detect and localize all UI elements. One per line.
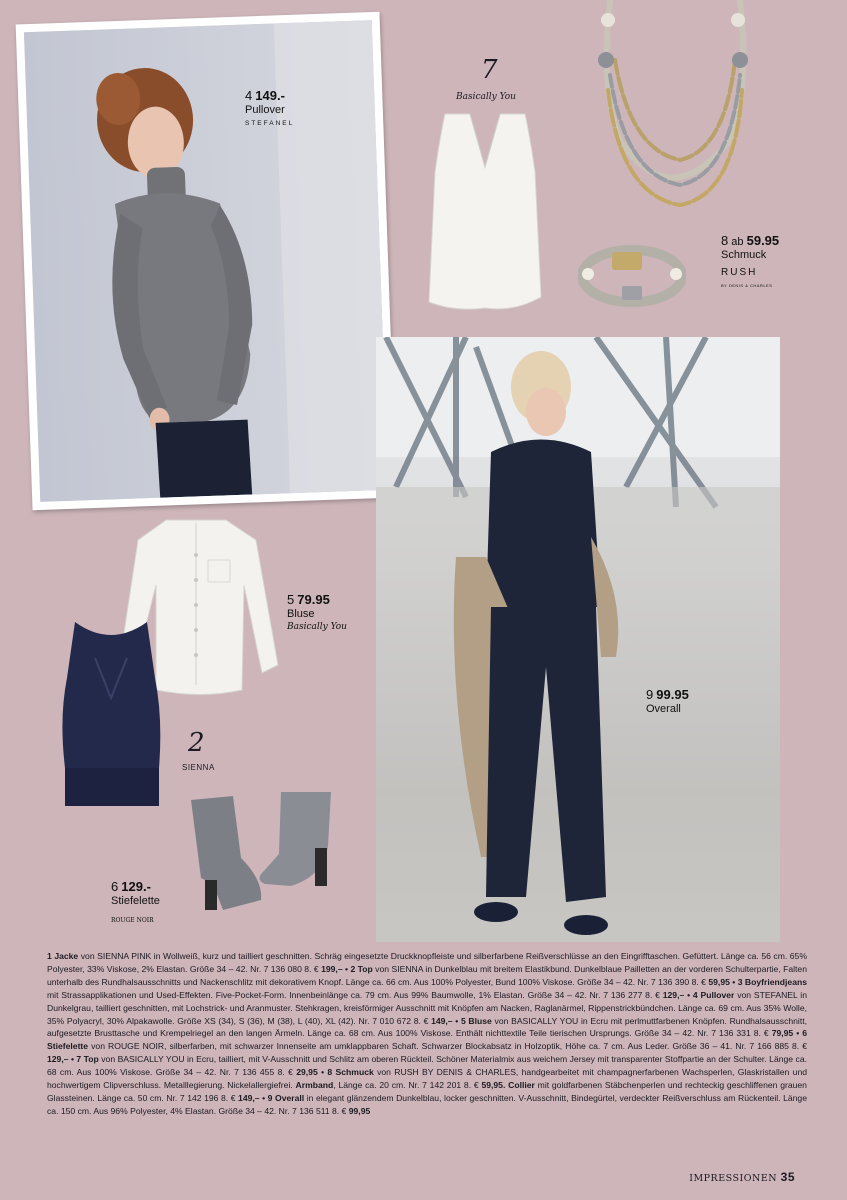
stiefelette-price: 129.- — [121, 879, 151, 894]
bluse-number: 5 — [287, 592, 295, 607]
description-segment: 99,95 — [348, 1105, 371, 1116]
top-white-image — [425, 112, 545, 317]
bluse-brand: Basically You — [287, 622, 347, 632]
overall-number: 9 — [646, 687, 654, 702]
page-footer — [689, 1170, 795, 1184]
pullover-photo — [24, 20, 388, 502]
description-segment: 29,95 • 8 Schmuck von RUSH BY DENIS & CHARLES, handgearbeitet mit champagnerfarbenen Wachsperlen, Glaskristallen und hochwertigem Clipverschluss. Metalllegierung. Nickelallergiefrei. — [47, 1067, 808, 1091]
schmuck-price-tag — [721, 234, 779, 292]
description-segment: 199,– • 2 Top von SIENNA in Dunkelblau mit breitem Elastikbund. Dunkelblaue Pailletten an der vorderen Schulterpartie, Falten unterhalb des Rundhalsausschnitts und Nackenschlitz mit dekorativem Knopf. Länge ca. 66 cm. Aus 100% Polyester, Bund 100% Viskose. Größe 34 – 42. Nr. 7 136 390 8. € — [47, 963, 807, 987]
overall-price-tag — [646, 688, 689, 716]
top-number: 7 — [481, 55, 498, 85]
description-segment: 129,– • 4 Pullover von STEFANEL in Dunkelgrau, tailliert geschnitten, mit Lochstrick- und Aranmuster. Stehkragen, kreisförmiger Ausschnitt mit Knöpfen am Nacken, Raglanärmel, Rippenstrickbündchen. Länge ca. 69 cm. Aus 35% Wolle, 35% Polyacryl, 30% Alpakawolle. Größe XS (34), S (36), M (38), L (40), XL (42). Nr. 7 010 672 8. € — [47, 989, 807, 1026]
overall-price: 99.95 — [656, 687, 689, 702]
schmuck-prefix: ab — [731, 236, 744, 248]
navy-top-image — [55, 618, 167, 810]
pullover-label: Pullover — [245, 104, 285, 116]
schmuck-brand-sub: BY DENIS & CHARLES — [721, 283, 773, 288]
description-segment: 1 Jacke von SIENNA PINK in Wollweiß, kurz und tailliert geschnitten. Schräg eingesetzte Druckknopfleiste und silberfarbene Reißverschlüsse an den Eingrifftaschen. Gefüttert. Länge ca. 56 cm. 65% Polyester, 33% Viskose, 2% Elastan. Größe 34 – 42. Nr. 7 136 080 8. € — [47, 951, 807, 974]
description-segment: 129,– • 7 Top von BASICALLY YOU in Ecru, tailliert, mit V-Ausschnitt und Schlitz am oberen Rückteil. Schöner Materialmix aus weichem Jersey mit transparenter Stoffpartie an der Schulter. Länge ca. 68 cm. Aus 100% Viskose. Größe 34 – 42. Nr. 7 136 455 8. € — [47, 1054, 807, 1078]
description-segment: 79,95 • 6 Stiefelette von ROUGE NOIR, silberfarben, mit schwarzer Innenseite am umklappbaren Schaft. Schwarzer Blockabsatz in Holzoptik, Höhe ca. 7 cm. Aus Leder. Größe 36 – 41. Nr. 7 166 885 8. € — [47, 1028, 807, 1052]
top-brand: Basically You — [456, 92, 516, 102]
schmuck-number: 8 — [721, 233, 729, 248]
pullover-number: 4 — [245, 88, 253, 103]
bluse-price: 79.95 — [297, 592, 330, 607]
description-segment: Armband, Länge ca. 20 cm. Nr. 7 142 201 8. € — [295, 1080, 482, 1091]
overall-beach-photo — [376, 337, 780, 942]
page-number: 35 — [780, 1170, 795, 1184]
stiefelette-label: Stiefelette — [111, 895, 160, 907]
sienna-number: 2 — [188, 728, 205, 758]
schmuck-label: Schmuck — [721, 249, 767, 261]
product-description — [47, 950, 807, 1118]
stiefelette-brand: ROUGE NOIR — [111, 917, 154, 924]
pullover-price-tag — [245, 89, 294, 130]
overall-label: Overall — [646, 703, 681, 715]
bluse-label: Bluse — [287, 608, 315, 620]
bracelet-image — [578, 238, 686, 310]
description-segment: 59,95. Collier mit goldfarbenen Stäbchenperlen und rechteckig geschliffenen grauen Glassteinen. Länge ca. 50 cm. Nr. 7 142 196 8. € — [47, 1080, 807, 1103]
stiefelette-number: 6 — [111, 879, 119, 894]
pullover-brand: STEFANEL — [245, 120, 295, 127]
description-segment: 149,– • 5 Bluse von BASICALLY YOU in Ecru mit perlmuttfarbenen Knöpfen. Rundhalsausschnitt, aufgesetzte Brusttasche und Krempelriegel an den langen Ärmeln. Länge ca. 68 cm. Aus 100% Viskose. Enthält nichttextile Teile tierischen Ursprungs. Größe 34 – 42. Nr. 7 136 331 8. € — [47, 1015, 807, 1039]
magazine-name: IMPRESSIONEN — [689, 1173, 778, 1184]
model-pullover-illustration — [24, 20, 388, 502]
bluse-price-tag — [287, 593, 347, 634]
boots-image — [183, 788, 338, 918]
schmuck-brand: RUSH — [721, 267, 758, 278]
description-segment: 59,95 • 3 Boyfriendjeans mit Strassapplikationen und Used-Effekten. Five-Pocket-Form. Innenbeinlänge ca. 79 cm. Aus 99% Baumwolle, 1% Elastan. Größe 34 – 42. Nr. 7 136 277 8. € — [47, 976, 808, 1000]
necklace-image — [580, 0, 760, 215]
model-overall-illustration — [376, 337, 780, 942]
schmuck-price: 59.95 — [746, 233, 780, 248]
pullover-photo-frame — [16, 12, 397, 510]
sienna-brand: SIENNA — [182, 763, 215, 772]
description-segment: 149,– • 9 Overall in elegant glänzendem Dunkelblau, locker geschnitten. V-Ausschnitt, Bindegürtel, verdeckter Reißverschluss am Rückenteil. Länge ca. 150 cm. Aus 96% Polyester, 4% Elastan. Größe 34 – 42. Nr. 7 136 511 8. € — [47, 1092, 807, 1116]
pullover-price: 149.- — [255, 88, 285, 103]
stiefelette-price-tag — [111, 880, 160, 927]
